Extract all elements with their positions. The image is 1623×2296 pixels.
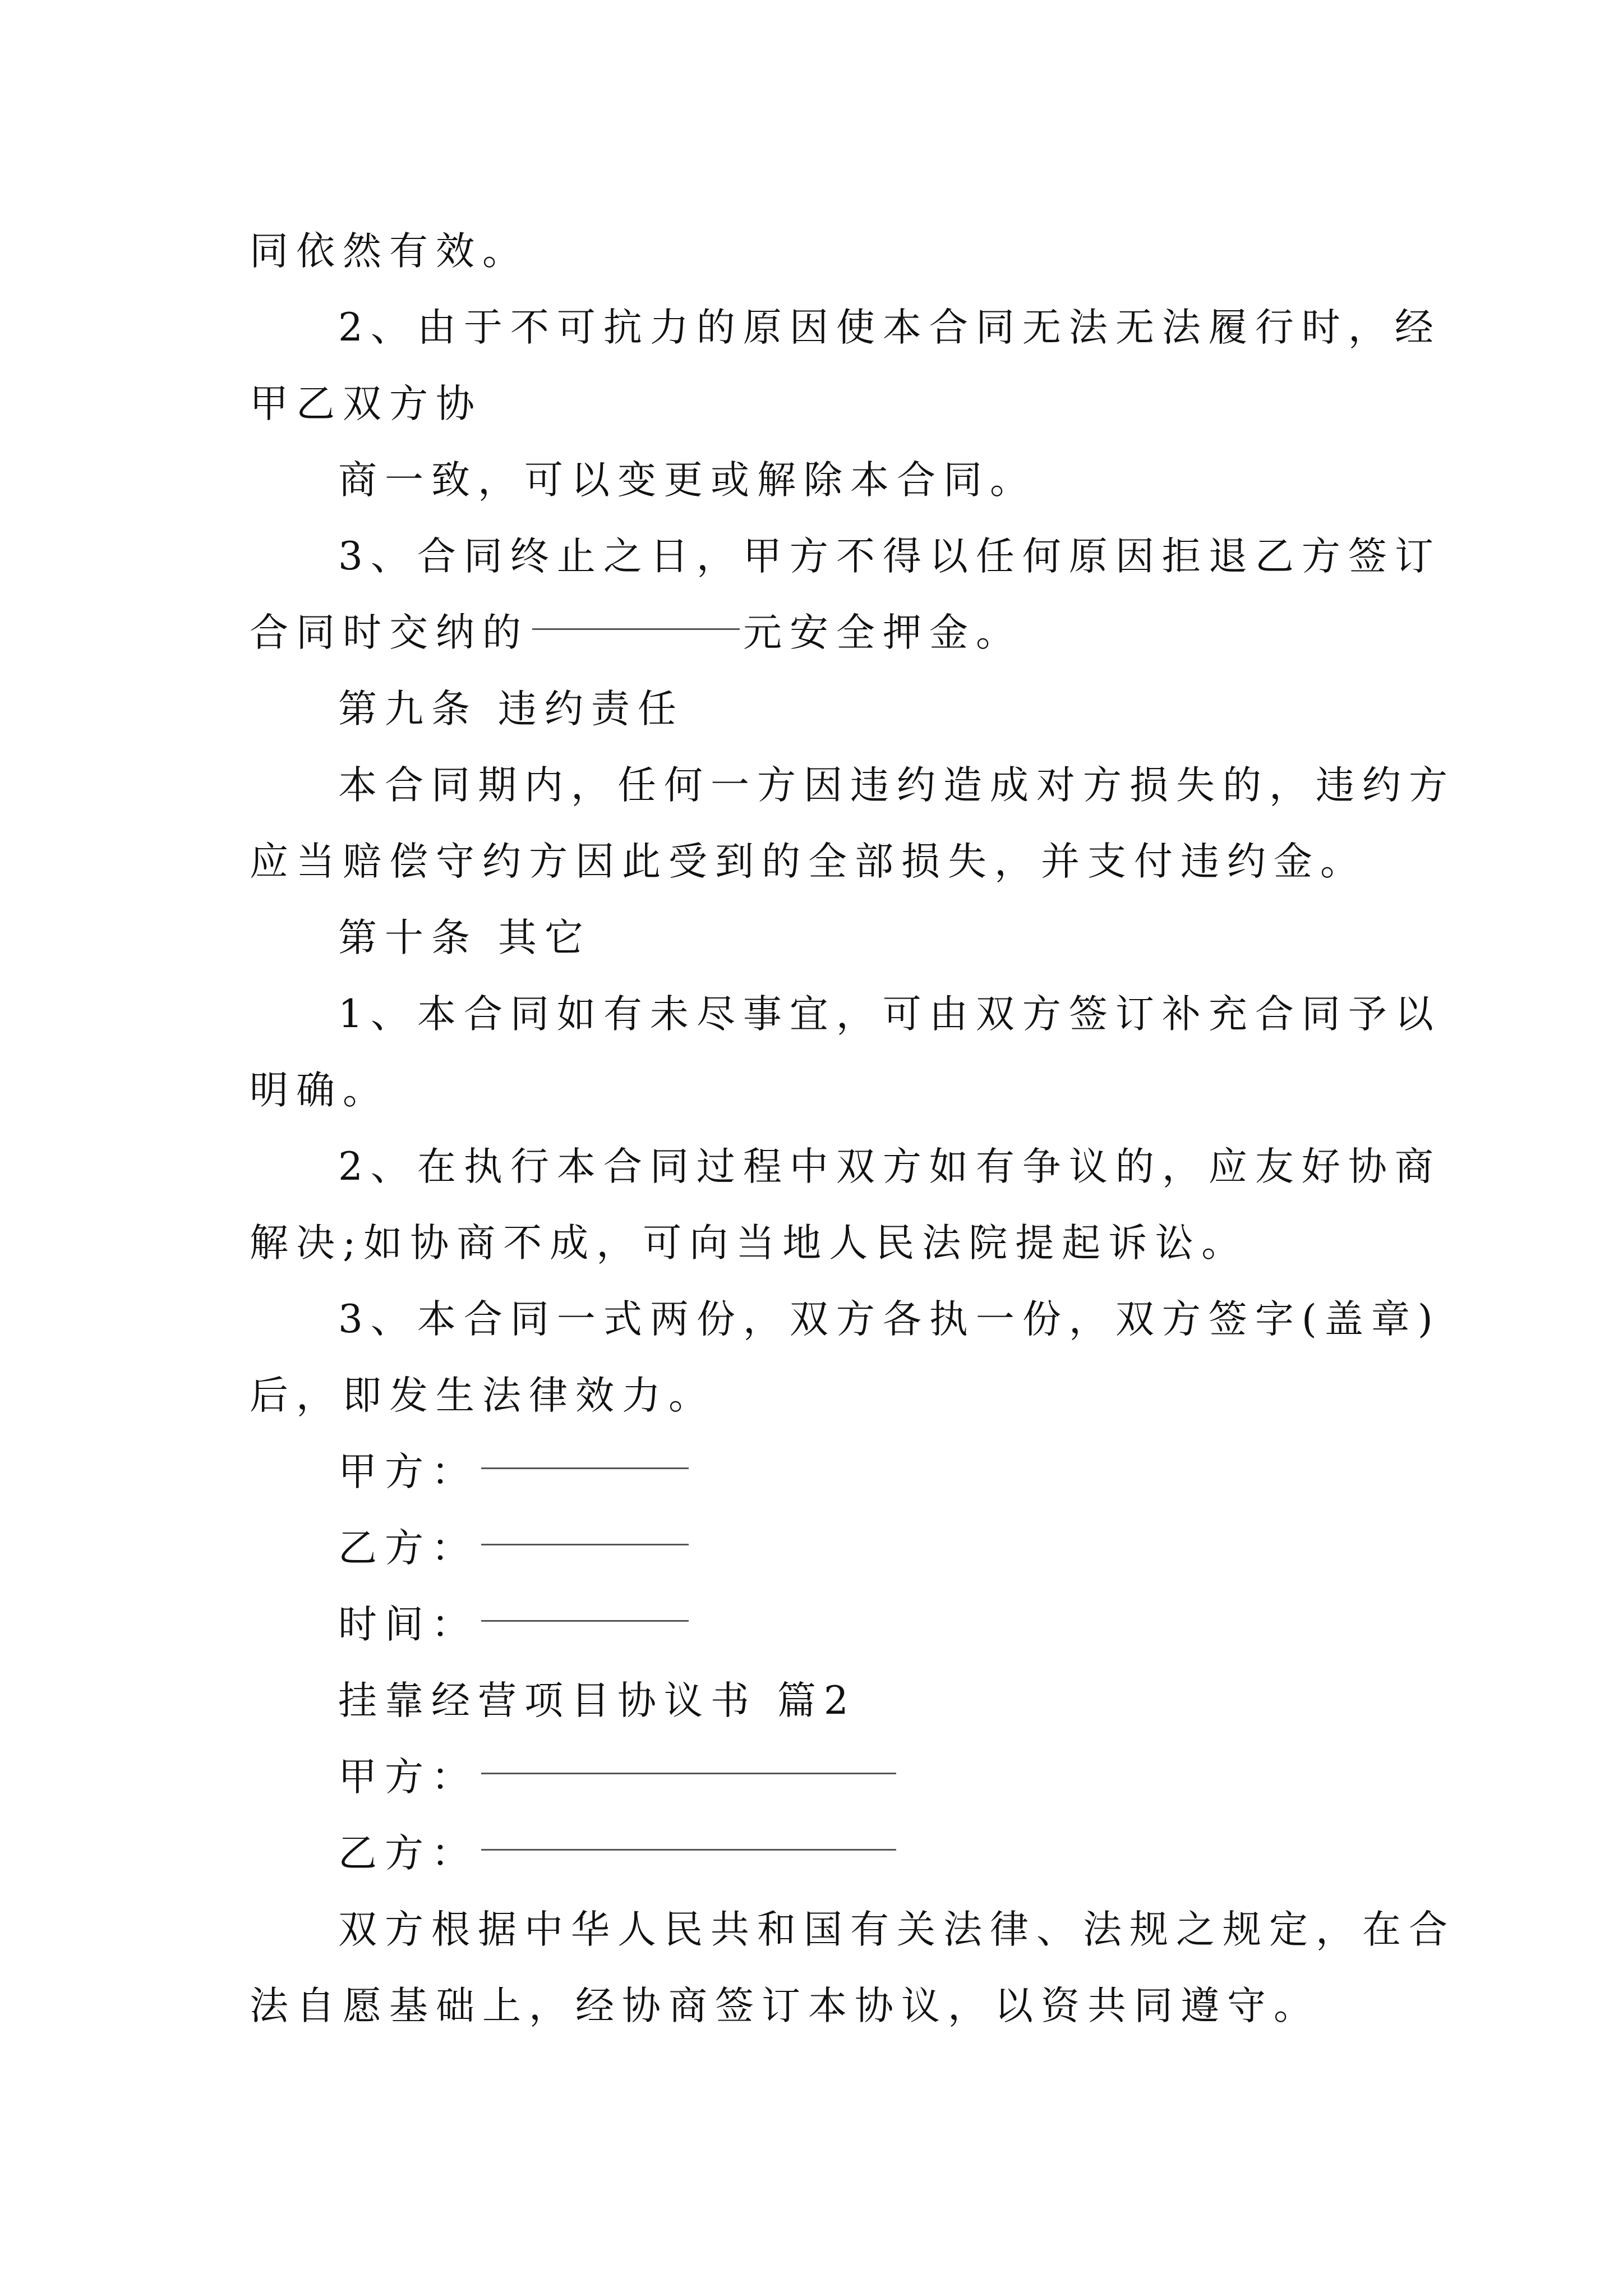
signature-blank xyxy=(481,1465,689,1469)
party-a-field xyxy=(250,1739,1388,1815)
party-blank xyxy=(481,1770,896,1774)
paragraph-line: 3、本合同一式两份，双方各执一份，双方签字(盖章) xyxy=(338,1297,1441,1342)
article-heading: 第十条 其它 xyxy=(338,915,591,960)
deposit-text-before: 合同时交纳的 xyxy=(250,610,529,655)
paragraph-line: 1、本合同如有未尽事宜，可由双方签订补充合同予以 xyxy=(338,992,1441,1037)
paragraph-line: 商一致，可以变更或解除本合同。 xyxy=(338,458,1036,503)
party-b-field xyxy=(250,1815,1388,1892)
paragraph-line: 解决;如协商不成，可向当地人民法院提起诉讼。 xyxy=(250,1221,1248,1266)
deposit-amount-blank xyxy=(532,626,740,630)
signature-label: 甲方： xyxy=(338,1450,478,1494)
signature-date xyxy=(250,1586,1388,1663)
paragraph-line: 甲乙双方协 xyxy=(250,381,482,426)
signature-blank xyxy=(481,1542,689,1545)
paragraph-line: 3、合同终止之日，甲方不得以任何原因拒退乙方签订 xyxy=(338,534,1441,579)
paragraph-line: 法自愿基础上，经协商签订本协议，以资共同遵守。 xyxy=(250,1984,1320,2028)
signature-party-a xyxy=(250,1434,1388,1510)
article-heading: 第九条 违约责任 xyxy=(338,687,684,731)
section-title: 挂靠经营项目协议书 篇2 xyxy=(338,1678,856,1723)
signature-blank xyxy=(481,1618,689,1622)
signature-label: 时间： xyxy=(338,1602,478,1647)
party-label: 乙方： xyxy=(338,1831,478,1876)
signature-party-b xyxy=(250,1510,1388,1586)
document-body xyxy=(250,213,1455,2044)
paragraph-line: 2、由于不可抗力的原因使本合同无法无法履行时，经 xyxy=(338,305,1441,350)
paragraph-line: 双方根据中华人民共和国有关法律、法规之规定，在合 xyxy=(338,1907,1455,1952)
deposit-line xyxy=(250,595,1388,671)
party-blank xyxy=(481,1847,896,1851)
paragraph-line: 本合同期内，任何一方因违约造成对方损失的，违约方 xyxy=(338,763,1455,808)
paragraph-line: 2、在执行本合同过程中双方如有争议的，应友好协商 xyxy=(338,1144,1441,1189)
party-label: 甲方： xyxy=(338,1755,478,1800)
paragraph-line: 明确。 xyxy=(250,1068,389,1113)
deposit-text-after: 元安全押金。 xyxy=(743,610,1022,655)
signature-label: 乙方： xyxy=(338,1526,478,1571)
paragraph-line: 同依然有效。 xyxy=(250,229,529,274)
paragraph-line: 应当赔偿守约方因此受到的全部损失，并支付违约金。 xyxy=(250,839,1367,884)
paragraph-line: 后，即发生法律效力。 xyxy=(250,1373,715,1418)
